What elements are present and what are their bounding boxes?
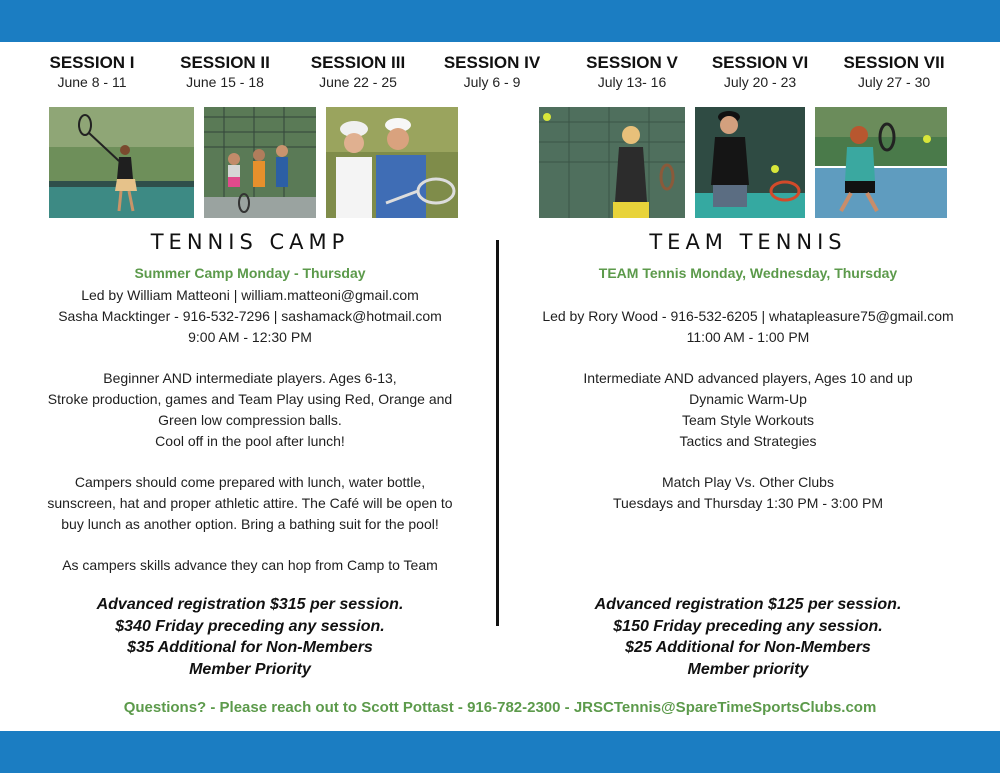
pricing-line: Member priority <box>687 660 809 678</box>
column-divider <box>496 240 499 626</box>
girl-volley-photo <box>815 107 947 218</box>
body-line: Beginner AND intermediate players. Ages 6-13, <box>103 370 397 387</box>
session-name: SESSION III <box>310 53 406 72</box>
coach-student-photo <box>326 107 458 218</box>
pricing-line: $340 Friday preceding any session. <box>115 617 385 635</box>
section-subtitle: Summer Camp Monday - Thursday <box>134 265 366 281</box>
body-line: Campers should come prepared with lunch, water bottle, <box>74 474 426 491</box>
body-line: Team Style Workouts <box>681 411 814 428</box>
team-tennis-section <box>528 228 968 514</box>
section-body <box>30 285 470 576</box>
girl-forehand-photo <box>539 107 685 218</box>
body-line: Intermediate AND advanced players, Ages 10 and up <box>583 370 913 387</box>
body-line: 9:00 AM - 12:30 PM <box>188 328 312 345</box>
body-line: Dynamic Warm-Up <box>689 390 807 407</box>
blank-line <box>528 451 968 472</box>
session-4 <box>422 54 562 91</box>
blank-line <box>30 451 470 472</box>
section-body <box>528 285 968 514</box>
body-line: Stroke production, games and Team Play using Red, Orange and <box>47 390 453 407</box>
pricing-line: $150 Friday preceding any session. <box>613 617 883 635</box>
body-line: Cool off in the pool after lunch! <box>155 432 345 449</box>
boy-backhand-photo <box>695 107 805 218</box>
session-dates: June 8 - 11 <box>57 74 127 90</box>
blank-line <box>528 347 968 368</box>
session-name: SESSION V <box>586 53 678 72</box>
bottom-color-band <box>0 731 1000 773</box>
body-line: Sasha Macktinger - 916-532-7296 | sashamack@hotmail.com <box>58 307 442 324</box>
session-6 <box>690 54 830 91</box>
section-title: TEAM TENNIS <box>649 230 847 254</box>
team-pricing <box>528 594 968 680</box>
tennis-player-photo <box>49 107 194 218</box>
session-dates: July 27 - 30 <box>857 74 931 90</box>
blank-line <box>528 285 968 306</box>
body-line: Led by Rory Wood - 916-532-6205 | whatapleasure75@gmail.com <box>542 307 954 324</box>
pricing-line: $25 Additional for Non-Members <box>625 639 871 656</box>
pricing-line: Member Priority <box>189 660 311 678</box>
pricing-line: Advanced registration $125 per session. <box>594 596 902 613</box>
section-title: TENNIS CAMP <box>150 230 350 254</box>
session-dates: July 20 - 23 <box>723 74 797 90</box>
session-1 <box>22 54 162 91</box>
blank-line <box>30 347 470 368</box>
session-5 <box>562 54 702 91</box>
blank-line <box>30 535 470 556</box>
session-7 <box>824 54 964 91</box>
session-2 <box>155 54 295 91</box>
section-subtitle: TEAM Tennis Monday, Wednesday, Thursday <box>598 265 898 281</box>
kids-tennis-photo <box>204 107 316 218</box>
body-line: Match Play Vs. Other Clubs <box>662 474 834 491</box>
pricing-line: $35 Additional for Non-Members <box>127 639 373 656</box>
session-dates: June 22 - 25 <box>319 74 397 90</box>
session-dates: June 15 - 18 <box>186 74 264 90</box>
body-line: 11:00 AM - 1:00 PM <box>686 328 810 345</box>
session-name: SESSION I <box>49 53 135 72</box>
body-line: Green low compression balls. <box>158 411 342 428</box>
body-line: Tactics and Strategies <box>679 432 817 449</box>
session-name: SESSION IV <box>443 53 541 72</box>
body-line: Tuesdays and Thursday 1:30 PM - 3:00 PM <box>612 494 884 511</box>
contact-footer: Questions? - Please reach out to Scott Pottast - 916-782-2300 - JRSCTennis@SpareTimeSportsClubs.com <box>123 699 877 716</box>
session-dates: July 6 - 9 <box>463 74 521 90</box>
body-line: As campers skills advance they can hop from Camp to Team <box>62 557 438 574</box>
body-line: Led by William Matteoni | william.matteoni@gmail.com <box>81 287 419 303</box>
session-name: SESSION VII <box>843 53 945 72</box>
session-dates: July 13- 16 <box>597 74 667 90</box>
tennis-camp-section <box>30 228 470 576</box>
top-color-band <box>0 0 1000 42</box>
camp-pricing <box>30 594 470 680</box>
body-line: sunscreen, hat and proper athletic attire. The Café will be open to <box>47 494 453 511</box>
body-line: buy lunch as another option. Bring a bathing suit for the pool! <box>61 515 439 532</box>
session-name: SESSION II <box>180 53 270 72</box>
pricing-line: Advanced registration $315 per session. <box>96 596 404 613</box>
session-name: SESSION VI <box>711 53 809 72</box>
session-3 <box>288 54 428 91</box>
